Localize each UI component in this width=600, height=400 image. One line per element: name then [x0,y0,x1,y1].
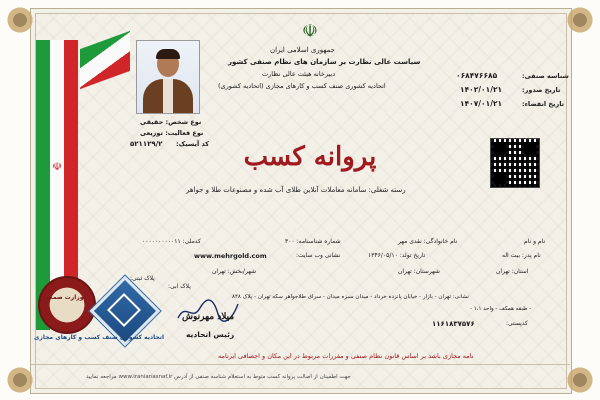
expire-label: تاریخ انقضاء: [522,100,565,108]
website-label: نشانی وب سایت: [296,252,341,259]
district: شهر/بخش: تهران [212,268,257,275]
id-number: شماره شناسنامه: ۳۰۰ [285,238,341,245]
stamp-label: اتحادیه کشوری صنف کسب و کارهای مجازی [33,334,164,341]
seal-text: وزارت صمت [46,294,84,301]
father-name: نام پدر: بیت اله [502,252,541,259]
verification-notice: جهت اطمینان از اصالت پروانه کسب متوط به استعلام شناسه صنفی از آدرس www.iranianasnaf.ir مراجعه نمایید [86,374,351,380]
ministry-seal [38,276,96,334]
union-title: اتحادیه کشوری صنف کسب و کارهای مجازی (اتحادیه کشوری) [218,82,386,90]
corner-ornament [564,4,596,36]
plate-value: پلاک ابی: [168,283,191,290]
website-value: www.mehrgold.com [194,252,267,260]
corner-ornament [4,4,36,36]
address: نشانی: تهران - بازار - خیابان پانزده خرداد - میدان سبزه میدان - سرای طلاجواهر سکه تهران - پلاک ۸۴۸ [232,294,469,300]
supervision-title: سیاست عالی نظارت بر سازمان های نظام صنفی کشور [228,58,421,66]
family-name: نام خانوادگی: نقدی مهر [398,238,458,245]
qr-code [490,138,540,188]
isic-label: کد آیسیک: [176,140,209,148]
corner-ornament [4,364,36,396]
person-type: نوع شخص: حقیقی [140,118,202,126]
signatory-role: رئیس اتحادیه [186,330,235,339]
address-line2: - طبقه همکف - واحد ۱،۱ - [470,306,532,312]
secretariat-title: دبیرخانه هیئت عالی نظارت [262,70,336,78]
national-code: کدملی: ۰۰۰۰۰۰۰۰۰۰۱۱ [142,238,201,245]
issue-label: تاریخ صدور: [522,86,561,94]
id-label: شناسه صنفی: [522,72,569,80]
expire-value: ۱۴۰۷/۰۱/۲۱ [460,99,503,108]
name-label: نام و نام [524,238,546,245]
id-value: ۰۶۸۴۷۶۶۸۵ [456,71,498,80]
postal-label: کدپستی: [506,320,528,327]
city: شهرستان: تهران [398,268,440,275]
legal-notice: نامه مجازی باشد بر اساس قانون نظام صنفی و مقررات مربوط در این مکان و اجصافی ایرنامه [218,352,474,360]
business-field: رسته شغلی: سامانه معاملات آنلاین طلای آب شده و مصنوعات طلا و جواهر [186,186,406,194]
holder-photo [136,40,200,114]
footer-divider [30,364,570,365]
postal-value: ۱۱۶۱۸۳۷۵۷۶ [432,320,475,328]
activity-type: نوع فعالیت: توزیعی [140,129,204,137]
signatory-name: میلاد مهرنوش [182,312,235,322]
issue-value: ۱۴۰۲/۰۱/۲۱ [460,85,503,94]
page-title: پروانه کسب [243,142,377,172]
province: استان: تهران [496,268,529,275]
birth-date: تاریخ تولد: ۱۳۴۶/۰۵/۱۰ [368,252,426,259]
corner-ornament [564,364,596,396]
flag-emblem-icon: ☫ [52,160,62,173]
republic-title: جمهوری اسلامی ایران [270,46,335,54]
plate-label: پلاک ثبتی: [130,275,155,282]
emblem-icon: ☫ [301,21,319,42]
isic-value: ۵۲۱۱۲۹/۲ [130,140,163,148]
